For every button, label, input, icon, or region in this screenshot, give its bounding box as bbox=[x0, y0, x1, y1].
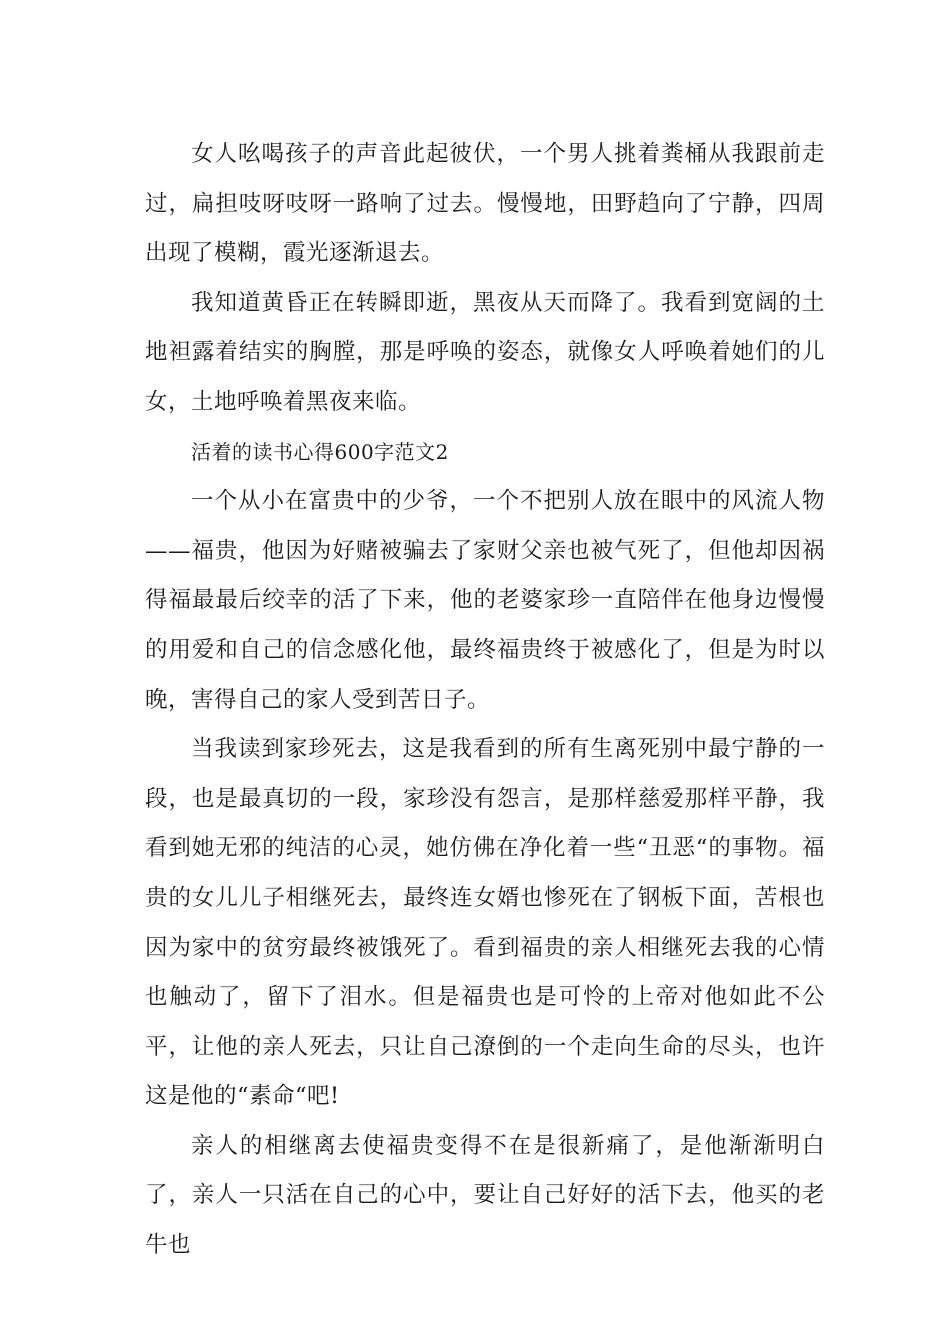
paragraph-1: 女人吆喝孩子的声音此起彼伏，一个男人挑着粪桶从我跟前走过，扁担吱呀吱呀一路响了过去。慢慢地，田野趋向了宁静，四周出现了模糊，霞光逐渐退去。 bbox=[145, 141, 825, 267]
document-body bbox=[145, 130, 825, 1271]
section-heading: 活着的读书心得600字范文2 bbox=[191, 439, 449, 464]
paragraph-5: 亲人的相继离去使福贵变得不在是很新痛了，是他渐渐明白了，亲人一只活在自己的心中，要让自己好好的活下去，他买的老牛也 bbox=[145, 1132, 825, 1259]
paragraph-4: 当我读到家珍死去，这是我看到的所有生离死别中最宁静的一段，也是最真切的一段，家珍没有怨言，是那样慈爱那样平静，我看到她无邪的纯洁的心灵，她仿佛在净化着一些“丑恶“的事物。福贵的女儿儿子相继死去，最终连女婿也惨死在了钢板下面，苦根也因为家中的贫穷最终被饿死了。看到福贵的亲人相继死去我的心情也触动了，留下了泪水。但是福贵也是可怜的上帝对他如此不公平，让他的亲人死去，只让自己潦倒的一个走向生命的尽头，也许这是他的“素命“吧! bbox=[145, 736, 825, 1110]
paragraph-2: 我知道黄昏正在转瞬即逝，黑夜从天而降了。我看到宽阔的土地袒露着结实的胸膛，那是呼唤的姿态，就像女人呼唤着她们的儿女，土地呼唤着黑夜来临。 bbox=[145, 289, 825, 415]
paragraph-3: 一个从小在富贵中的少爷，一个不把别人放在眼中的风流人物——福贵，他因为好赌被骗去了家财父亲也被气死了，但他却因祸得福最最后绞幸的活了下来，他的老婆家珍一直陪伴在他身边慢慢的用爱和自己的信念感化他，最终福贵终于被感化了，但是为时以晚，害得自己的家人受到苦日子。 bbox=[145, 488, 825, 713]
